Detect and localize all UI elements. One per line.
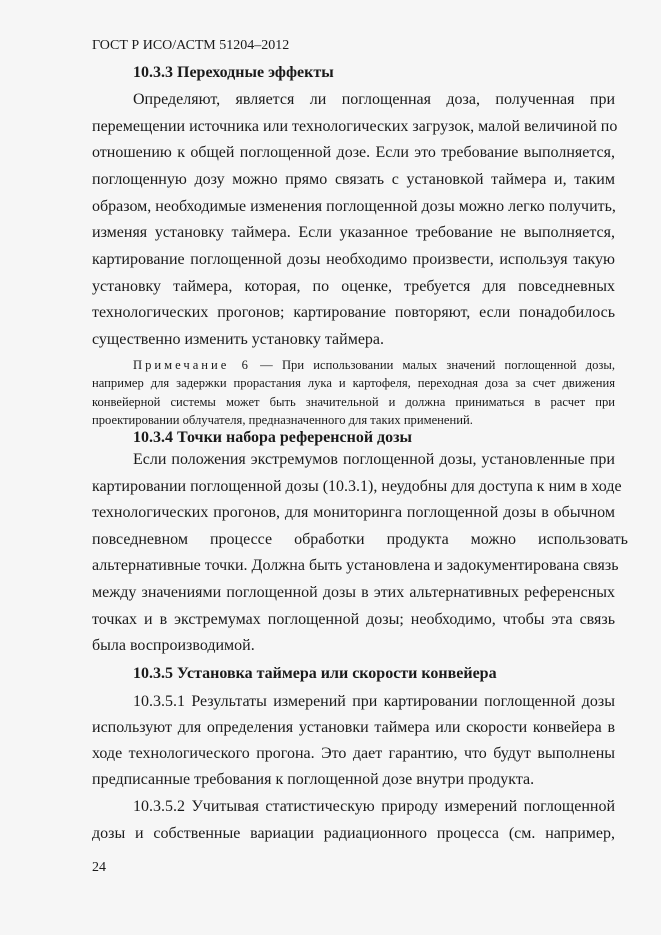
text-line: точках и в экстремумах поглощенной дозы; необходимо, чтобы эта связь: [92, 611, 615, 628]
page-number: 24: [92, 860, 106, 875]
note-line: конвейерной системы может быть значительной и должна приниматься в расчет при: [92, 395, 615, 409]
note-first-line: [133, 357, 615, 373]
text-line: альтернативные точки. Должна быть установлена и задокументирована связь: [92, 557, 619, 574]
text-line: Определяют, является ли поглощенная доза, полученная при: [133, 91, 615, 108]
text-line: ходе технологического прогона. Это дает гарантию, что будут выполнены: [92, 745, 615, 762]
note-line: проектировании облучателя, предназначенного для таких применений.: [92, 413, 473, 427]
text-line: перемещении источника или технологических загрузок, малой величиной по: [92, 118, 618, 135]
note-text: — При использовании малых значений поглощенной дозы,: [260, 358, 615, 372]
text-line: установку таймера, которая, по оценке, требуется для повседневных: [92, 278, 615, 295]
text-line: Если положения экстремумов поглощенной дозы, установленные при: [133, 451, 615, 468]
section-heading-10-3-4: 10.3.4 Точки набора референсной дозы: [133, 429, 413, 446]
document-header: ГОСТ Р ИСО/АСТМ 51204–2012: [92, 38, 290, 53]
text-line: картировании поглощенной дозы (10.3.1), неудобны для доступа к ним в ходе: [92, 478, 622, 495]
text-line: 10.3.5.1 Результаты измерений при картировании поглощенной дозы: [133, 693, 615, 710]
note-line: например для задержки прорастания лука и картофеля, переходная доза за счет движения: [92, 376, 615, 390]
text-line: картирование поглощенной дозы необходимо произвести, используя такую: [92, 251, 615, 268]
text-line: поглощенную дозу можно прямо связать с установкой таймера и, таким: [92, 171, 615, 188]
text-line: технологических прогонов, для мониторинга поглощенной дозы в обычном: [92, 504, 615, 521]
text-line: образом, необходимые изменения поглощенной дозы можно легко получить,: [92, 198, 616, 215]
text-line: существенно изменить установку таймера.: [92, 331, 385, 348]
section-heading-10-3-3: 10.3.3 Переходные эффекты: [133, 64, 334, 81]
text-line: между значениями поглощенной дозы в этих альтернативных референсных: [92, 584, 615, 601]
text-line: технологических прогонов; картирование повторяют, если понадобилось: [92, 304, 615, 321]
section-heading-10-3-5: 10.3.5 Установка таймера или скорости конвейера: [133, 665, 497, 682]
text-line: дозы и собственные вариации радиационного процесса (см. например,: [92, 825, 615, 842]
text-line: 10.3.5.2 Учитывая статистическую природу измерений поглощенной: [133, 798, 615, 815]
note-label: Примечание 6: [133, 358, 251, 372]
text-line: повседневном процессе обработки продукта можно использовать: [92, 531, 628, 548]
text-line: была воспроизводимой.: [92, 637, 255, 654]
text-line: предписанные требования к поглощенной дозе внутри продукта.: [92, 771, 535, 788]
text-line: изменяя установку таймера. Если указанное требование не выполняется,: [92, 224, 615, 241]
text-line: отношению к общей поглощенной дозе. Если это требование выполняется,: [92, 144, 615, 161]
text-line: используют для определения установки таймера или скорости конвейера в: [92, 719, 615, 736]
